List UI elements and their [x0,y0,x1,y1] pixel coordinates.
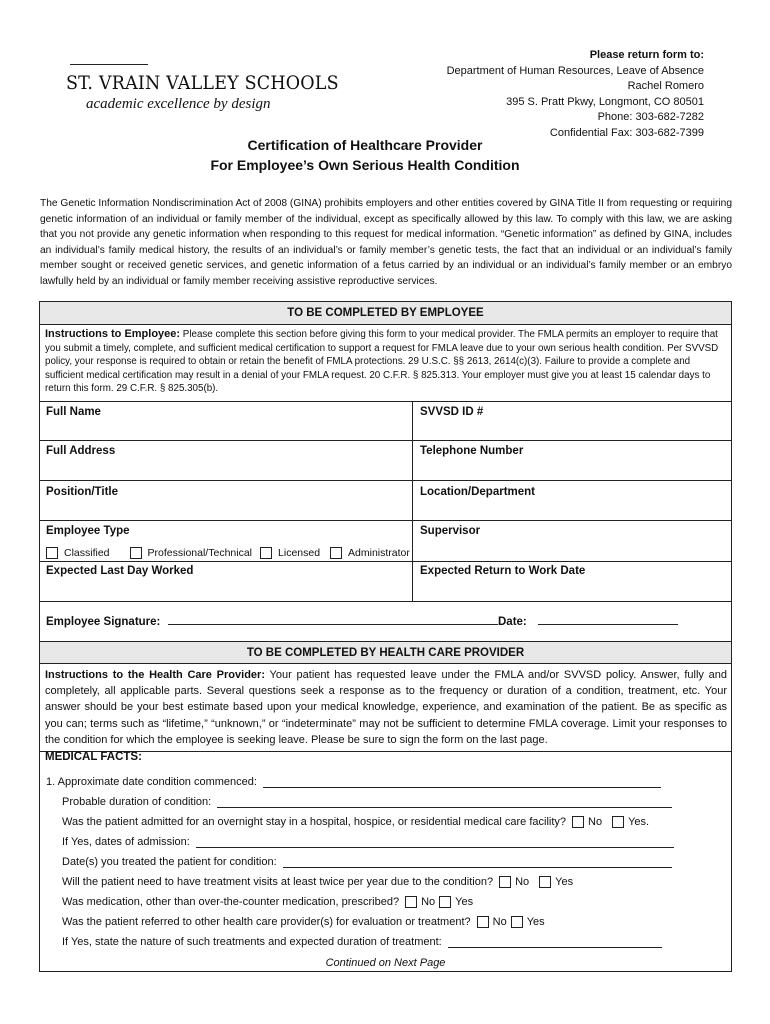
classified-checkbox[interactable] [46,547,58,559]
date-commenced-field[interactable] [263,777,661,788]
position-field[interactable]: Position/Title [46,486,118,498]
professional-technical-label: Professional/Technical [147,547,253,559]
return-line: Confidential Fax: 303-682-7399 [549,126,704,139]
no-label: No [421,896,436,908]
employee-date-label: Date: [498,616,527,628]
continued-note: Continued on Next Page [325,957,446,969]
medical-facts-heading: MEDICAL FACTS: [45,751,142,763]
form-title: Certification of Healthcare Provider [247,137,483,153]
employee-instructions [45,328,725,396]
visits-no-checkbox[interactable] [499,876,511,888]
divider [40,751,731,752]
question-referred [62,916,545,928]
divider [40,561,731,562]
form-frame [39,301,732,972]
referred-no-checkbox[interactable] [477,916,489,928]
no-label: No [588,816,603,828]
licensed-checkbox[interactable] [260,547,272,559]
return-line: Department of Human Resources, Leave of Absence [446,64,704,77]
nature-of-treatment-field[interactable] [448,937,662,948]
district-logo [66,60,339,120]
question-medication [62,896,473,908]
question-nature-of-treatment [62,936,662,948]
full-address-field[interactable]: Full Address [46,445,116,457]
professional-technical-checkbox[interactable] [130,547,142,559]
duration-field[interactable] [217,797,672,808]
employee-type-label: Employee Type [46,525,130,537]
column-divider [412,401,413,601]
question-label: If Yes, state the nature of such treatments and expected duration of treatment: [62,936,442,948]
yes-label: Yes. [628,816,650,828]
return-line: Rachel Romero [627,80,704,92]
question-label: 1. Approximate date condition commenced: [46,776,257,788]
question-date-commenced [46,776,661,788]
admitted-no-checkbox[interactable] [572,816,584,828]
employee-instructions-text: Please complete this section before giving this form to your medical provider. The FMLA permits an employer to require that you submit a timely, complete, and sufficient medical certification to support a request for FMLA leave due to your own serious health condition. Per SVVSD policy, your response is required to obtain or retain the benefit of FMLA protections. 29 U.S.C. §§ 2613, 2614(c)(3). Failure to provide a complete and sufficient medical certification may result in a denial of your FMLA request. 20 C.F.R. § 825.313. Your employer must give you at least 15 calendar days to return this form. 29 C.F.R. § 825.305(b). [45,329,719,395]
form-subtitle: For Employee’s Own Serious Health Condition [210,157,520,173]
employee-section-header: TO BE COMPLETED BY EMPLOYEE [40,302,731,325]
question-label: Date(s) you treated the patient for condition: [62,856,277,868]
supervisor-field[interactable]: Supervisor [420,525,481,537]
question-admitted [62,816,649,828]
provider-instructions-lead: Instructions to the Health Care Provider: [45,669,265,681]
employee-signature-row [46,615,498,628]
divider [40,440,731,441]
full-name-field[interactable]: Full Name [46,406,101,418]
question-label: If Yes, dates of admission: [62,836,190,848]
question-treated-dates [62,856,672,868]
provider-section-header: TO BE COMPLETED BY HEALTH CARE PROVIDER [40,641,731,664]
administrator-checkbox[interactable] [330,547,342,559]
location-field[interactable]: Location/Department [420,486,536,498]
question-label: Will the patient need to have treatment visits at least twice per year due to the condition? [62,876,494,888]
admitted-yes-checkbox[interactable] [612,816,624,828]
logo-rule [70,64,148,65]
question-visits [62,876,573,888]
medication-yes-checkbox[interactable] [439,896,451,908]
employee-date-row [498,615,678,628]
employee-instructions-lead: Instructions to Employee: [45,328,181,340]
employee-signature-label: Employee Signature: [46,616,161,628]
return-address-block [447,48,704,141]
divider [40,601,731,602]
visits-yes-checkbox[interactable] [539,876,551,888]
yes-label: Yes [455,896,474,908]
logo-name: ST. VRAIN VALLEY SCHOOLS [66,72,339,94]
admission-dates-field[interactable] [196,837,674,848]
medication-no-checkbox[interactable] [405,896,417,908]
question-label: Was medication, other than over-the-counter medication, prescribed? [62,896,400,908]
question-label: Was the patient admitted for an overnight stay in a hospital, hospice, or residential medical care facility? [62,816,567,828]
question-label: Probable duration of condition: [62,796,212,808]
treated-dates-field[interactable] [283,857,672,868]
referred-yes-checkbox[interactable] [511,916,523,928]
provider-instructions [45,667,727,748]
no-label: No [492,916,507,928]
return-to-work-field[interactable]: Expected Return to Work Date [420,565,586,577]
employee-signature-field[interactable] [168,615,498,625]
classified-label: Classified [64,547,110,559]
gina-notice: The Genetic Information Nondiscrimination Act of 2008 (GINA) prohibits employers and other entities covered by GINA Title II from requesting or requiring genetic information of an individual or family member of the individual, except as specifically allowed by this law. To comply with this law, we are asking that you not provide any genetic information when responding to this request for medical information. “Genetic information” as defined by GINA, includes an individual’s family medical history, the results of an individual’s or family member’s genetic tests, the fact that an individual or an individual’s family member sought or received genetic services, and genetic information of a fetus carried by an individual or an individual’s family member or an embryo lawfully held by an individual or family member receiving assistive reproductive services. [40,198,732,287]
administrator-label: Administrator [348,547,410,559]
divider [40,520,731,521]
licensed-label: Licensed [278,547,321,559]
yes-label: Yes [555,876,574,888]
question-duration [62,796,672,808]
return-line: 395 S. Pratt Pkwy, Longmont, CO 80501 [506,95,704,108]
telephone-field[interactable]: Telephone Number [420,445,524,457]
employee-type-options [46,547,418,559]
divider [40,401,731,402]
employee-date-field[interactable] [538,615,678,625]
svvsd-id-field[interactable]: SVVSD ID # [420,406,484,418]
provider-instructions-text: Your patient has requested leave under the FMLA and/or SVVSD policy. Answer, fully and completely, all applicable parts. Several questions seek a response as to the frequency or duration of a condition, treatment, etc. Your answer should be your best estimate based upon your medical knowledge, experience, and examination of the patient. Be as specific as you can; terms such as “lifetime,” “unknown,” or “indeterminate” may not be sufficient to determine FMLA coverage. Limit your responses to the condition for which the employee is seeking leave. Please be sure to sign the form on the last page. [45,669,728,746]
logo-tagline: academic excellence by design [86,96,271,112]
question-label: Was the patient referred to other health care provider(s) for evaluation or treatment? [62,916,471,928]
yes-label: Yes [526,916,545,928]
question-admission-dates [62,836,674,848]
last-day-worked-field[interactable]: Expected Last Day Worked [46,565,194,577]
divider [40,480,731,481]
return-title: Please return form to: [589,49,704,61]
no-label: No [515,876,530,888]
return-line: Phone: 303-682-7282 [597,111,704,123]
